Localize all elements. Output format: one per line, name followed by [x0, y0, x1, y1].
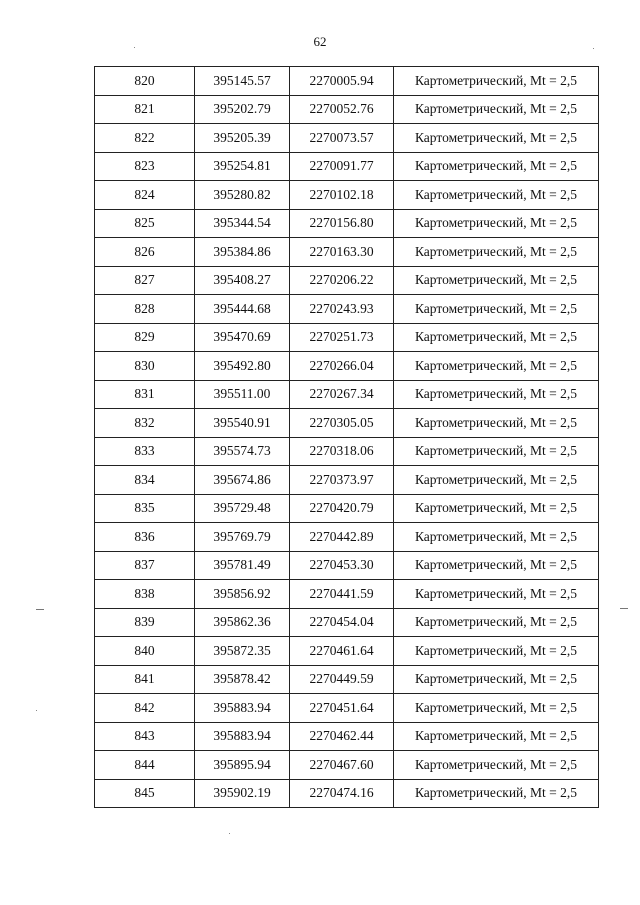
point-number-cell: 829 — [95, 323, 195, 352]
method-cell: Картометрический, Mt = 2,5 — [394, 238, 599, 267]
x-coordinate-cell: 395895.94 — [195, 751, 290, 780]
point-number-cell: 824 — [95, 181, 195, 210]
y-coordinate-cell: 2270373.97 — [290, 466, 394, 495]
table-row — [95, 238, 599, 267]
y-coordinate-cell: 2270156.80 — [290, 209, 394, 238]
table-row — [95, 665, 599, 694]
point-number-cell: 832 — [95, 409, 195, 438]
y-coordinate-cell: 2270449.59 — [290, 665, 394, 694]
method-cell: Картометрический, Mt = 2,5 — [394, 67, 599, 96]
x-coordinate-cell: 395444.68 — [195, 295, 290, 324]
x-coordinate-cell: 395202.79 — [195, 95, 290, 124]
x-coordinate-cell: 395862.36 — [195, 608, 290, 637]
table-row — [95, 323, 599, 352]
point-number-cell: 831 — [95, 380, 195, 409]
method-cell: Картометрический, Mt = 2,5 — [394, 409, 599, 438]
x-coordinate-cell: 395902.19 — [195, 779, 290, 808]
x-coordinate-cell: 395280.82 — [195, 181, 290, 210]
point-number-cell: 836 — [95, 523, 195, 552]
x-coordinate-cell: 395883.94 — [195, 694, 290, 723]
method-cell: Картометрический, Mt = 2,5 — [394, 380, 599, 409]
point-number-cell: 821 — [95, 95, 195, 124]
x-coordinate-cell: 395492.80 — [195, 352, 290, 381]
table-row — [95, 608, 599, 637]
point-number-cell: 825 — [95, 209, 195, 238]
y-coordinate-cell: 2270305.05 — [290, 409, 394, 438]
scan-dot — [134, 47, 135, 48]
y-coordinate-cell: 2270206.22 — [290, 266, 394, 295]
coordinates-table-body — [95, 67, 599, 808]
x-coordinate-cell: 395674.86 — [195, 466, 290, 495]
x-coordinate-cell: 395470.69 — [195, 323, 290, 352]
point-number-cell: 843 — [95, 722, 195, 751]
method-cell: Картометрический, Mt = 2,5 — [394, 295, 599, 324]
x-coordinate-cell: 395511.00 — [195, 380, 290, 409]
point-number-cell: 823 — [95, 152, 195, 181]
y-coordinate-cell: 2270453.30 — [290, 551, 394, 580]
point-number-cell: 840 — [95, 637, 195, 666]
y-coordinate-cell: 2270073.57 — [290, 124, 394, 153]
y-coordinate-cell: 2270266.04 — [290, 352, 394, 381]
table-row — [95, 751, 599, 780]
y-coordinate-cell: 2270251.73 — [290, 323, 394, 352]
table-row — [95, 266, 599, 295]
y-coordinate-cell: 2270052.76 — [290, 95, 394, 124]
scan-dot — [593, 48, 594, 49]
method-cell: Картометрический, Mt = 2,5 — [394, 95, 599, 124]
point-number-cell: 822 — [95, 124, 195, 153]
table-row — [95, 466, 599, 495]
y-coordinate-cell: 2270163.30 — [290, 238, 394, 267]
table-row — [95, 352, 599, 381]
table-row — [95, 637, 599, 666]
method-cell: Картометрический, Mt = 2,5 — [394, 124, 599, 153]
method-cell: Картометрический, Mt = 2,5 — [394, 523, 599, 552]
method-cell: Картометрический, Mt = 2,5 — [394, 694, 599, 723]
method-cell: Картометрический, Mt = 2,5 — [394, 323, 599, 352]
point-number-cell: 826 — [95, 238, 195, 267]
table-row — [95, 181, 599, 210]
scan-mark-left — [36, 609, 44, 610]
x-coordinate-cell: 395883.94 — [195, 722, 290, 751]
table-row — [95, 722, 599, 751]
point-number-cell: 820 — [95, 67, 195, 96]
scan-dot — [36, 710, 37, 711]
table-row — [95, 95, 599, 124]
method-cell: Картометрический, Mt = 2,5 — [394, 266, 599, 295]
point-number-cell: 833 — [95, 437, 195, 466]
method-cell: Картометрический, Mt = 2,5 — [394, 637, 599, 666]
table-row — [95, 551, 599, 580]
table-row — [95, 437, 599, 466]
y-coordinate-cell: 2270467.60 — [290, 751, 394, 780]
method-cell: Картометрический, Mt = 2,5 — [394, 580, 599, 609]
table-row — [95, 694, 599, 723]
x-coordinate-cell: 395145.57 — [195, 67, 290, 96]
table-row — [95, 409, 599, 438]
method-cell: Картометрический, Mt = 2,5 — [394, 437, 599, 466]
y-coordinate-cell: 2270441.59 — [290, 580, 394, 609]
point-number-cell: 835 — [95, 494, 195, 523]
method-cell: Картометрический, Mt = 2,5 — [394, 722, 599, 751]
x-coordinate-cell: 395769.79 — [195, 523, 290, 552]
method-cell: Картометрический, Mt = 2,5 — [394, 665, 599, 694]
method-cell: Картометрический, Mt = 2,5 — [394, 608, 599, 637]
point-number-cell: 834 — [95, 466, 195, 495]
y-coordinate-cell: 2270091.77 — [290, 152, 394, 181]
method-cell: Картометрический, Mt = 2,5 — [394, 152, 599, 181]
scan-dot — [229, 833, 230, 834]
y-coordinate-cell: 2270243.93 — [290, 295, 394, 324]
method-cell: Картометрический, Mt = 2,5 — [394, 209, 599, 238]
method-cell: Картометрический, Mt = 2,5 — [394, 551, 599, 580]
point-number-cell: 838 — [95, 580, 195, 609]
point-number-cell: 837 — [95, 551, 195, 580]
point-number-cell: 827 — [95, 266, 195, 295]
method-cell: Картометрический, Mt = 2,5 — [394, 494, 599, 523]
table-row — [95, 152, 599, 181]
x-coordinate-cell: 395878.42 — [195, 665, 290, 694]
point-number-cell: 841 — [95, 665, 195, 694]
table-row — [95, 523, 599, 552]
x-coordinate-cell: 395540.91 — [195, 409, 290, 438]
method-cell: Картометрический, Mt = 2,5 — [394, 352, 599, 381]
y-coordinate-cell: 2270005.94 — [290, 67, 394, 96]
x-coordinate-cell: 395408.27 — [195, 266, 290, 295]
point-number-cell: 830 — [95, 352, 195, 381]
point-number-cell: 844 — [95, 751, 195, 780]
point-number-cell: 842 — [95, 694, 195, 723]
y-coordinate-cell: 2270267.34 — [290, 380, 394, 409]
method-cell: Картометрический, Mt = 2,5 — [394, 779, 599, 808]
table-row — [95, 124, 599, 153]
table-row — [95, 580, 599, 609]
x-coordinate-cell: 395856.92 — [195, 580, 290, 609]
page-number: 62 — [313, 34, 327, 49]
y-coordinate-cell: 2270318.06 — [290, 437, 394, 466]
x-coordinate-cell: 395872.35 — [195, 637, 290, 666]
y-coordinate-cell: 2270454.04 — [290, 608, 394, 637]
method-cell: Картометрический, Mt = 2,5 — [394, 181, 599, 210]
x-coordinate-cell: 395781.49 — [195, 551, 290, 580]
x-coordinate-cell: 395729.48 — [195, 494, 290, 523]
table-row — [95, 67, 599, 96]
x-coordinate-cell: 395205.39 — [195, 124, 290, 153]
x-coordinate-cell: 395574.73 — [195, 437, 290, 466]
table-row — [95, 295, 599, 324]
x-coordinate-cell: 395254.81 — [195, 152, 290, 181]
method-cell: Картометрический, Mt = 2,5 — [394, 751, 599, 780]
table-row — [95, 494, 599, 523]
table-row — [95, 209, 599, 238]
y-coordinate-cell: 2270461.64 — [290, 637, 394, 666]
method-cell: Картометрический, Mt = 2,5 — [394, 466, 599, 495]
point-number-cell: 839 — [95, 608, 195, 637]
y-coordinate-cell: 2270102.18 — [290, 181, 394, 210]
table-row — [95, 380, 599, 409]
point-number-cell: 845 — [95, 779, 195, 808]
table-row — [95, 779, 599, 808]
y-coordinate-cell: 2270462.44 — [290, 722, 394, 751]
x-coordinate-cell: 395344.54 — [195, 209, 290, 238]
y-coordinate-cell: 2270474.16 — [290, 779, 394, 808]
point-number-cell: 828 — [95, 295, 195, 324]
y-coordinate-cell: 2270451.64 — [290, 694, 394, 723]
scan-mark-right — [620, 608, 628, 609]
coordinates-table — [94, 66, 599, 808]
y-coordinate-cell: 2270420.79 — [290, 494, 394, 523]
x-coordinate-cell: 395384.86 — [195, 238, 290, 267]
y-coordinate-cell: 2270442.89 — [290, 523, 394, 552]
